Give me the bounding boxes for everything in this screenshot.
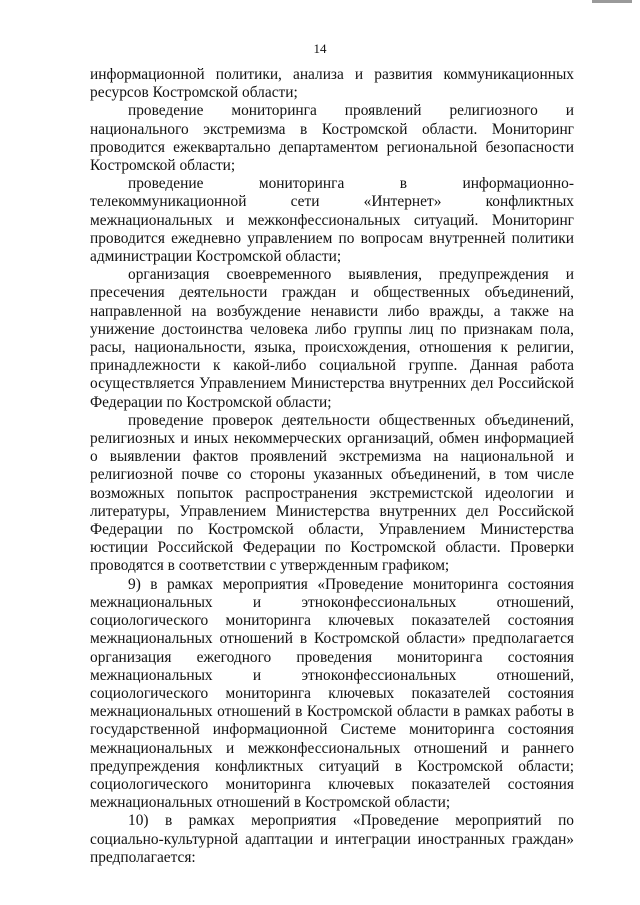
corner-mark (592, 0, 632, 3)
page-number: 14 (313, 41, 327, 56)
paragraph-2: проведение мониторинга проявлений религиозного и национального экстремизма в Костромской области. Мониторинг проводится ежеквартально департаментом региональной безопасности Костромской области; (90, 102, 574, 175)
paragraph-1: информационной политики, анализа и развития коммуникационных ресурсов Костромской области; (90, 66, 574, 102)
paragraph-6: 9) в рамках мероприятия «Проведение мониторинга состояния межнациональных и этноконфессиональных отношений, социологического мониторинга ключевых показателей состояния межнациональных отношений в Костромской области» предполагается организация ежегодного проведения мониторинга состояния межнациональных и этноконфессиональных отношений, социологического мониторинга ключевых показателей состояния межнациональных отношений в Костромской области в рамках работы в государственной информационной Системе мониторинга состояния межнациональных и межконфессиональных отношений и раннего предупреждения конфликтных ситуаций в Костромской области; социологического мониторинга ключевых показателей состояния межнациональных отношений в Костромской области; (90, 575, 574, 812)
document-body (90, 66, 574, 867)
paragraph-3: проведение мониторинга в информационно-телекоммуникационной сети «Интернет» конфликтных межнациональных и межконфессиональных ситуаций. Мониторинг проводится ежедневно управлением по вопросам внутренней политики администрации Костромской области; (90, 175, 574, 266)
paragraph-7: 10) в рамках мероприятия «Проведение мероприятий по социально-культурной адаптации и интеграции иностранных граждан» предполагается: (90, 812, 574, 866)
paragraph-5: проведение проверок деятельности общественных объединений, религиозных и иных некоммерческих организаций, обмен информацией о выявлении фактов проявлений экстремизма на национальной и религиозной почве со стороны указанных объединений, в том числе возможных попыток распространения экстремистской идеологии и литературы, Управлением Министерства внутренних дел Российской Федерации по Костромской области, Управлением Министерства юстиции Российской Федерации по Костромской области. Проверки проводятся в соответствии с утвержденным графиком; (90, 411, 574, 575)
paragraph-4: организация своевременного выявления, предупреждения и пресечения деятельности граждан и общественных объединений, направленной на возбуждение ненависти либо вражды, а также на унижение достоинства человека либо группы лиц по признакам пола, расы, национальности, языка, происхождения, отношения к религии, принадлежности к какой-либо социальной группе. Данная работа осуществляется Управлением Министерства внутренних дел Российской Федерации по Костромской области; (90, 266, 574, 411)
